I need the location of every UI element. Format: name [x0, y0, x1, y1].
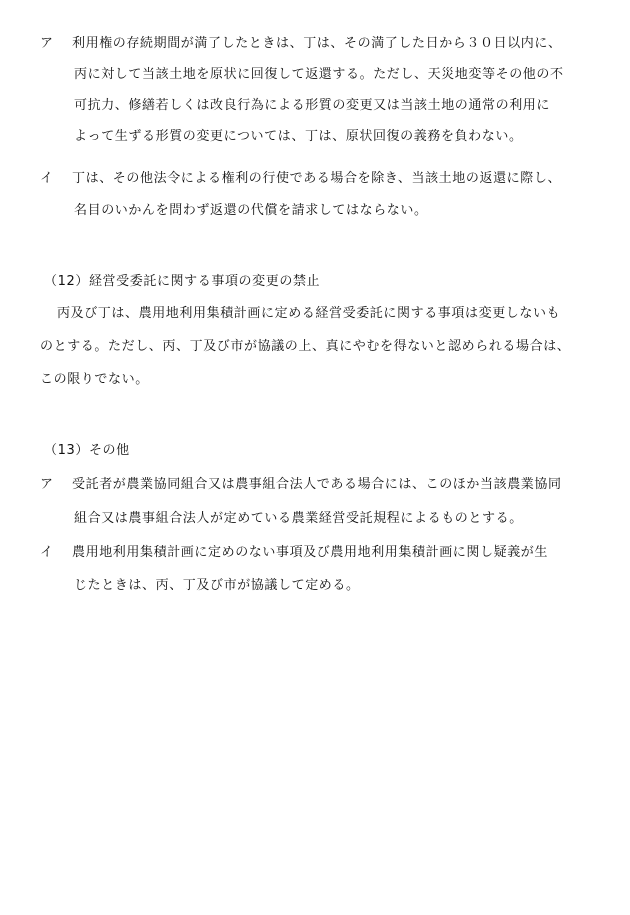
item-a-text: 利用権の存続期間が満了したときは、丁は、その満了した日から３０日以内に、	[72, 36, 562, 51]
item-a-text: 可抗力、修繕若しくは改良行為による形質の変更又は当該土地の通常の利用に	[74, 98, 551, 113]
section-heading: （13）その他	[44, 443, 130, 458]
item-marker-i: イ	[40, 171, 54, 186]
item-marker-a: ア	[40, 477, 54, 492]
item-marker-a: ア	[40, 36, 54, 51]
item-marker-i: イ	[40, 545, 54, 560]
paragraph-text: この限りでない。	[40, 372, 149, 387]
item-a-text: 組合又は農事組合法人が定めている農業経営受託規程によるものとする。	[74, 511, 523, 526]
item-a-text: よって生ずる形質の変更については、丁は、原状回復の義務を負わない。	[74, 129, 523, 144]
item-i-text: 名目のいかんを問わず返還の代償を請求してはならない。	[74, 203, 428, 218]
paragraph-text: 丙及び丁は、農用地利用集積計画に定める経営受委託に関する事項は変更しないも	[57, 306, 561, 321]
item-i-text: 農用地利用集積計画に定めのない事項及び農用地利用集積計画に関し疑義が生	[72, 545, 549, 560]
item-a-text: 受託者が農業協同組合又は農事組合法人である場合には、このほか当該農業協同	[72, 477, 562, 492]
paragraph-text: のとする。ただし、丙、丁及び市が協議の上、真にやむを得ないと認められる場合は、	[40, 339, 571, 354]
item-i-text: じたときは、丙、丁及び市が協議して定める。	[74, 578, 360, 593]
section-heading: （12）経営受委託に関する事項の変更の禁止	[44, 274, 321, 289]
item-i-text: 丁は、その他法令による権利の行使である場合を除き、当該土地の返還に際し、	[72, 171, 562, 186]
item-a-text: 丙に対して当該土地を原状に回復して返還する。ただし、天災地変等その他の不	[74, 67, 564, 82]
